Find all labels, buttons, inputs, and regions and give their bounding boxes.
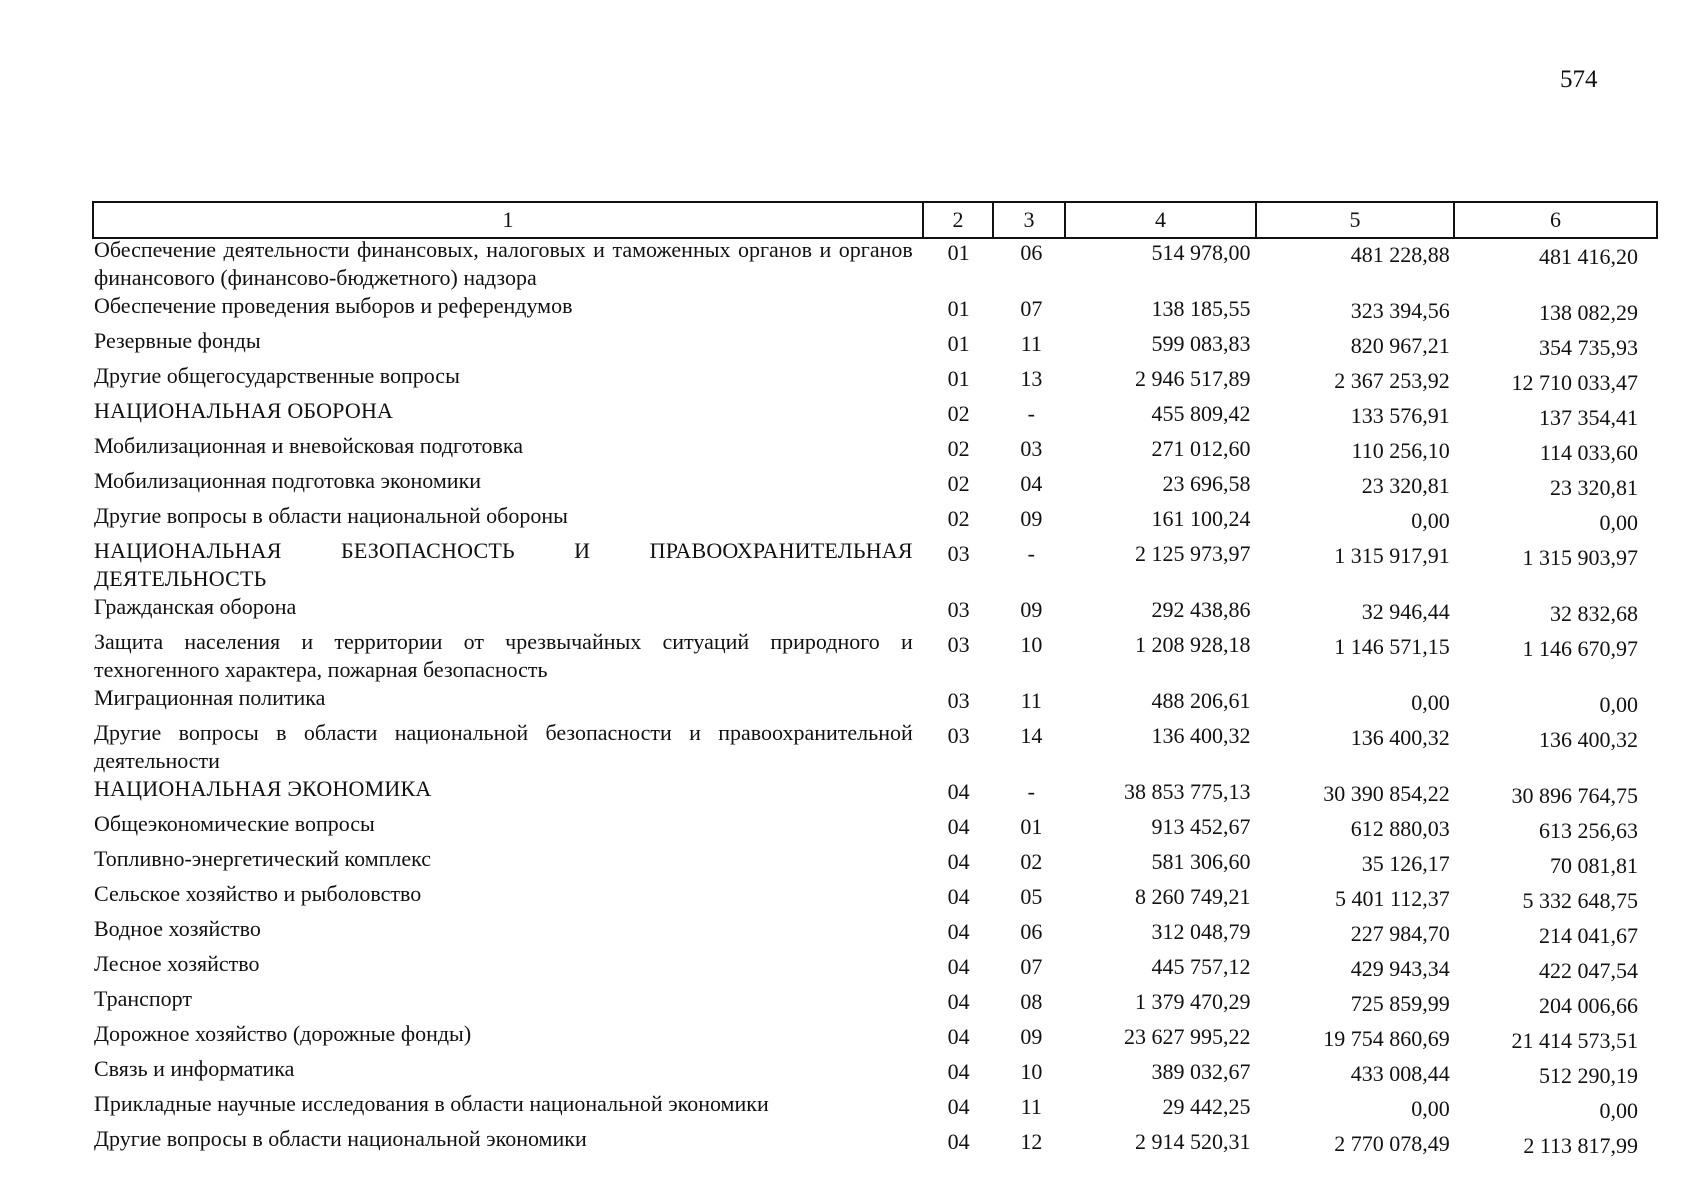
row-name: Миграционная политика [94,685,326,710]
row-value-4: 23 627 995,22 [1123,1024,1251,1049]
table-row [94,397,1664,432]
row-value-6: 114 033,60 [1539,440,1638,465]
table-body [94,236,1664,1160]
row-section: 04 [947,919,970,944]
row-value-4: 38 853 775,13 [1123,779,1251,804]
row-name: Лесное хозяйство [94,951,260,976]
row-value-5: 5 401 112,37 [1335,886,1450,911]
row-value-6: 30 896 764,75 [1511,783,1638,808]
table-row [94,950,1664,985]
row-name: Гражданская оборона [94,594,297,619]
row-subsection: 02 [1020,849,1043,874]
row-name: Обеспечение проведения выборов и референдумов [94,293,573,318]
row-value-6: 32 832,68 [1550,601,1638,626]
row-name: НАЦИОНАЛЬНАЯ ОБОРОНА [94,398,394,423]
row-subsection: 07 [1020,954,1043,979]
row-section: 02 [947,436,970,461]
row-subsection: 14 [1020,723,1043,748]
row-subsection: - [1027,401,1035,426]
table-header [92,201,1662,239]
table-row [94,327,1664,362]
row-value-5: 110 256,10 [1351,438,1450,463]
row-section: 01 [947,366,970,391]
table-row [94,537,1664,593]
row-value-5: 133 576,91 [1350,403,1450,428]
row-name: Топливно-энергетический комплекс [94,846,432,871]
row-section: 03 [947,597,970,622]
row-section: 04 [947,779,970,804]
row-value-6: 23 320,81 [1550,475,1638,500]
row-name: Дорожное хозяйство (дорожные фонды) [94,1021,472,1046]
row-subsection: - [1027,541,1035,566]
table-row [94,628,1664,684]
row-name: НАЦИОНАЛЬНАЯ ЭКОНОМИКА [94,776,432,801]
row-value-6: 0,00 [1599,1098,1638,1123]
table-row [94,684,1664,719]
row-section: 02 [947,471,970,496]
row-name: НАЦИОНАЛЬНАЯ БЕЗОПАСНОСТЬ И ПРАВООХРАНИТЕЛЬНАЯ ДЕЯТЕЛЬНОСТЬ [94,538,913,591]
row-value-5: 0,00 [1411,508,1450,533]
table-row [94,292,1664,327]
row-value-5: 725 859,99 [1350,991,1450,1016]
row-name: Другие вопросы в области национальной экономики [94,1126,587,1151]
row-value-4: 389 032,67 [1151,1059,1251,1084]
row-value-5: 227 984,70 [1350,921,1450,946]
row-subsection: 06 [1020,919,1043,944]
row-name: Резервные фонды [94,328,261,353]
row-value-4: 292 438,86 [1151,597,1251,622]
row-section: 04 [947,989,970,1014]
row-value-5: 0,00 [1411,1096,1450,1121]
header-col-2: 2 [922,201,994,239]
row-value-4: 445 757,12 [1151,954,1251,979]
row-section: 01 [947,331,970,356]
row-value-4: 913 452,67 [1151,814,1251,839]
row-value-5: 32 946,44 [1361,599,1450,624]
row-subsection: 08 [1020,989,1043,1014]
row-name: Сельское хозяйство и рыболовство [94,881,422,906]
row-subsection: 03 [1020,436,1043,461]
row-value-4: 488 206,61 [1151,688,1251,713]
row-value-5: 2 770 078,49 [1334,1131,1450,1156]
row-subsection: 06 [1020,240,1043,265]
row-section: 03 [947,723,970,748]
row-section: 04 [947,1094,970,1119]
row-value-4: 1 379 470,29 [1134,989,1251,1014]
table-row [94,236,1664,292]
row-subsection: 11 [1020,331,1042,356]
row-name: Защита населения и территории от чрезвычайных ситуаций природного и техногенного характера, пожарная безопасность [94,629,913,682]
row-value-6: 137 354,41 [1539,405,1638,430]
row-name: Общеэкономические вопросы [94,811,375,836]
row-value-5: 1 146 571,15 [1334,634,1450,659]
row-value-6: 0,00 [1599,692,1638,717]
row-value-4: 599 083,83 [1151,331,1251,356]
row-section: 02 [947,506,970,531]
row-subsection: 05 [1020,884,1043,909]
header-col-6: 6 [1453,201,1658,239]
row-value-6: 12 710 033,47 [1511,370,1638,395]
row-subsection: 09 [1020,597,1043,622]
table-row [94,1020,1664,1055]
row-value-6: 422 047,54 [1539,958,1638,983]
row-name: Водное хозяйство [94,916,261,941]
row-name: Мобилизационная подготовка экономики [94,468,482,493]
table-row [94,810,1664,845]
row-section: 02 [947,401,970,426]
row-value-6: 481 416,20 [1539,244,1638,269]
row-value-4: 455 809,42 [1151,401,1251,426]
table-row [94,880,1664,915]
row-value-5: 433 008,44 [1350,1061,1450,1086]
row-value-6: 1 315 903,97 [1522,545,1638,570]
row-section: 04 [947,1024,970,1049]
table-row [94,719,1664,775]
row-name: Другие вопросы в области национальной безопасности и правоохранительной деятельности [94,720,913,773]
row-value-5: 30 390 854,22 [1323,781,1450,806]
row-value-6: 21 414 573,51 [1511,1028,1638,1053]
row-name: Обеспечение деятельности финансовых, налоговых и таможенных органов и органов финансового (финансово-бюджетного) надзора [94,237,913,290]
row-value-6: 204 006,66 [1539,993,1638,1018]
table-row [94,775,1664,810]
row-section: 04 [947,1059,970,1084]
row-name: Связь и информатика [94,1056,295,1081]
row-value-5: 19 754 860,69 [1323,1026,1450,1051]
row-value-6: 512 290,19 [1539,1063,1638,1088]
row-value-5: 612 880,03 [1350,816,1450,841]
row-section: 03 [947,632,970,657]
row-section: 04 [947,814,970,839]
row-subsection: 01 [1020,814,1043,839]
row-subsection: 09 [1020,506,1043,531]
row-value-5: 429 943,34 [1350,956,1450,981]
row-section: 01 [947,296,970,321]
row-value-4: 23 696,58 [1162,471,1251,496]
row-subsection: 10 [1020,1059,1043,1084]
row-value-6: 613 256,63 [1539,818,1638,843]
row-value-4: 8 260 749,21 [1134,884,1251,909]
table-row [94,845,1664,880]
row-subsection: 11 [1020,688,1042,713]
row-name: Другие вопросы в области национальной обороны [94,503,568,528]
row-value-6: 2 113 817,99 [1523,1133,1638,1158]
row-section: 03 [947,688,970,713]
row-subsection: 11 [1020,1094,1042,1119]
row-subsection: 09 [1020,1024,1043,1049]
row-value-6: 354 735,93 [1539,335,1638,360]
row-name: Мобилизационная и вневойсковая подготовка [94,433,524,458]
row-value-5: 1 315 917,91 [1334,543,1450,568]
row-value-5: 323 394,56 [1350,298,1450,323]
row-value-6: 1 146 670,97 [1522,636,1638,661]
row-value-4: 1 208 928,18 [1134,632,1251,657]
table-row [94,915,1664,950]
table-row [94,1125,1664,1160]
table-row [94,467,1664,502]
row-value-4: 29 442,25 [1162,1094,1251,1119]
row-section: 03 [947,541,970,566]
header-col-5: 5 [1255,201,1455,239]
row-value-5: 136 400,32 [1350,725,1450,750]
row-value-5: 481 228,88 [1350,242,1450,267]
row-name: Другие общегосударственные вопросы [94,363,460,388]
row-value-4: 2 914 520,31 [1134,1129,1251,1154]
row-subsection: - [1027,779,1035,804]
table-row [94,985,1664,1020]
row-value-4: 271 012,60 [1151,436,1251,461]
row-value-6: 136 400,32 [1539,727,1638,752]
row-value-4: 581 306,60 [1151,849,1251,874]
row-value-6: 214 041,67 [1539,923,1638,948]
row-value-6: 5 332 648,75 [1522,888,1638,913]
row-section: 04 [947,849,970,874]
row-section: 04 [947,954,970,979]
row-subsection: 13 [1020,366,1043,391]
row-value-4: 161 100,24 [1151,506,1251,531]
table-row [94,593,1664,628]
row-section: 04 [947,884,970,909]
row-value-6: 70 081,81 [1550,853,1638,878]
table-row [94,1055,1664,1090]
row-value-4: 136 400,32 [1151,723,1251,748]
row-subsection: 07 [1020,296,1043,321]
row-value-5: 2 367 253,92 [1334,368,1450,393]
table-row [94,432,1664,467]
row-value-4: 138 185,55 [1151,296,1251,321]
row-value-5: 0,00 [1411,690,1450,715]
row-name: Транспорт [94,986,193,1011]
row-value-5: 820 967,21 [1350,333,1450,358]
header-col-4: 4 [1064,201,1257,239]
row-section: 01 [947,240,970,265]
row-value-4: 514 978,00 [1151,240,1251,265]
row-value-5: 35 126,17 [1361,851,1450,876]
table-row [94,502,1664,537]
page-number: 574 [1560,66,1598,93]
row-value-4: 2 125 973,97 [1134,541,1251,566]
row-subsection: 10 [1020,632,1043,657]
row-value-4: 2 946 517,89 [1134,366,1251,391]
row-subsection: 12 [1020,1129,1043,1154]
table-row [94,1090,1664,1125]
row-section: 04 [947,1129,970,1154]
header-col-3: 3 [992,201,1066,239]
row-value-6: 138 082,29 [1539,300,1638,325]
table-row [94,362,1664,397]
row-value-6: 0,00 [1599,510,1638,535]
row-value-5: 23 320,81 [1361,473,1450,498]
header-col-1: 1 [92,201,924,239]
row-name: Прикладные научные исследования в области национальной экономики [94,1091,769,1116]
row-subsection: 04 [1020,471,1043,496]
row-value-4: 312 048,79 [1151,919,1251,944]
